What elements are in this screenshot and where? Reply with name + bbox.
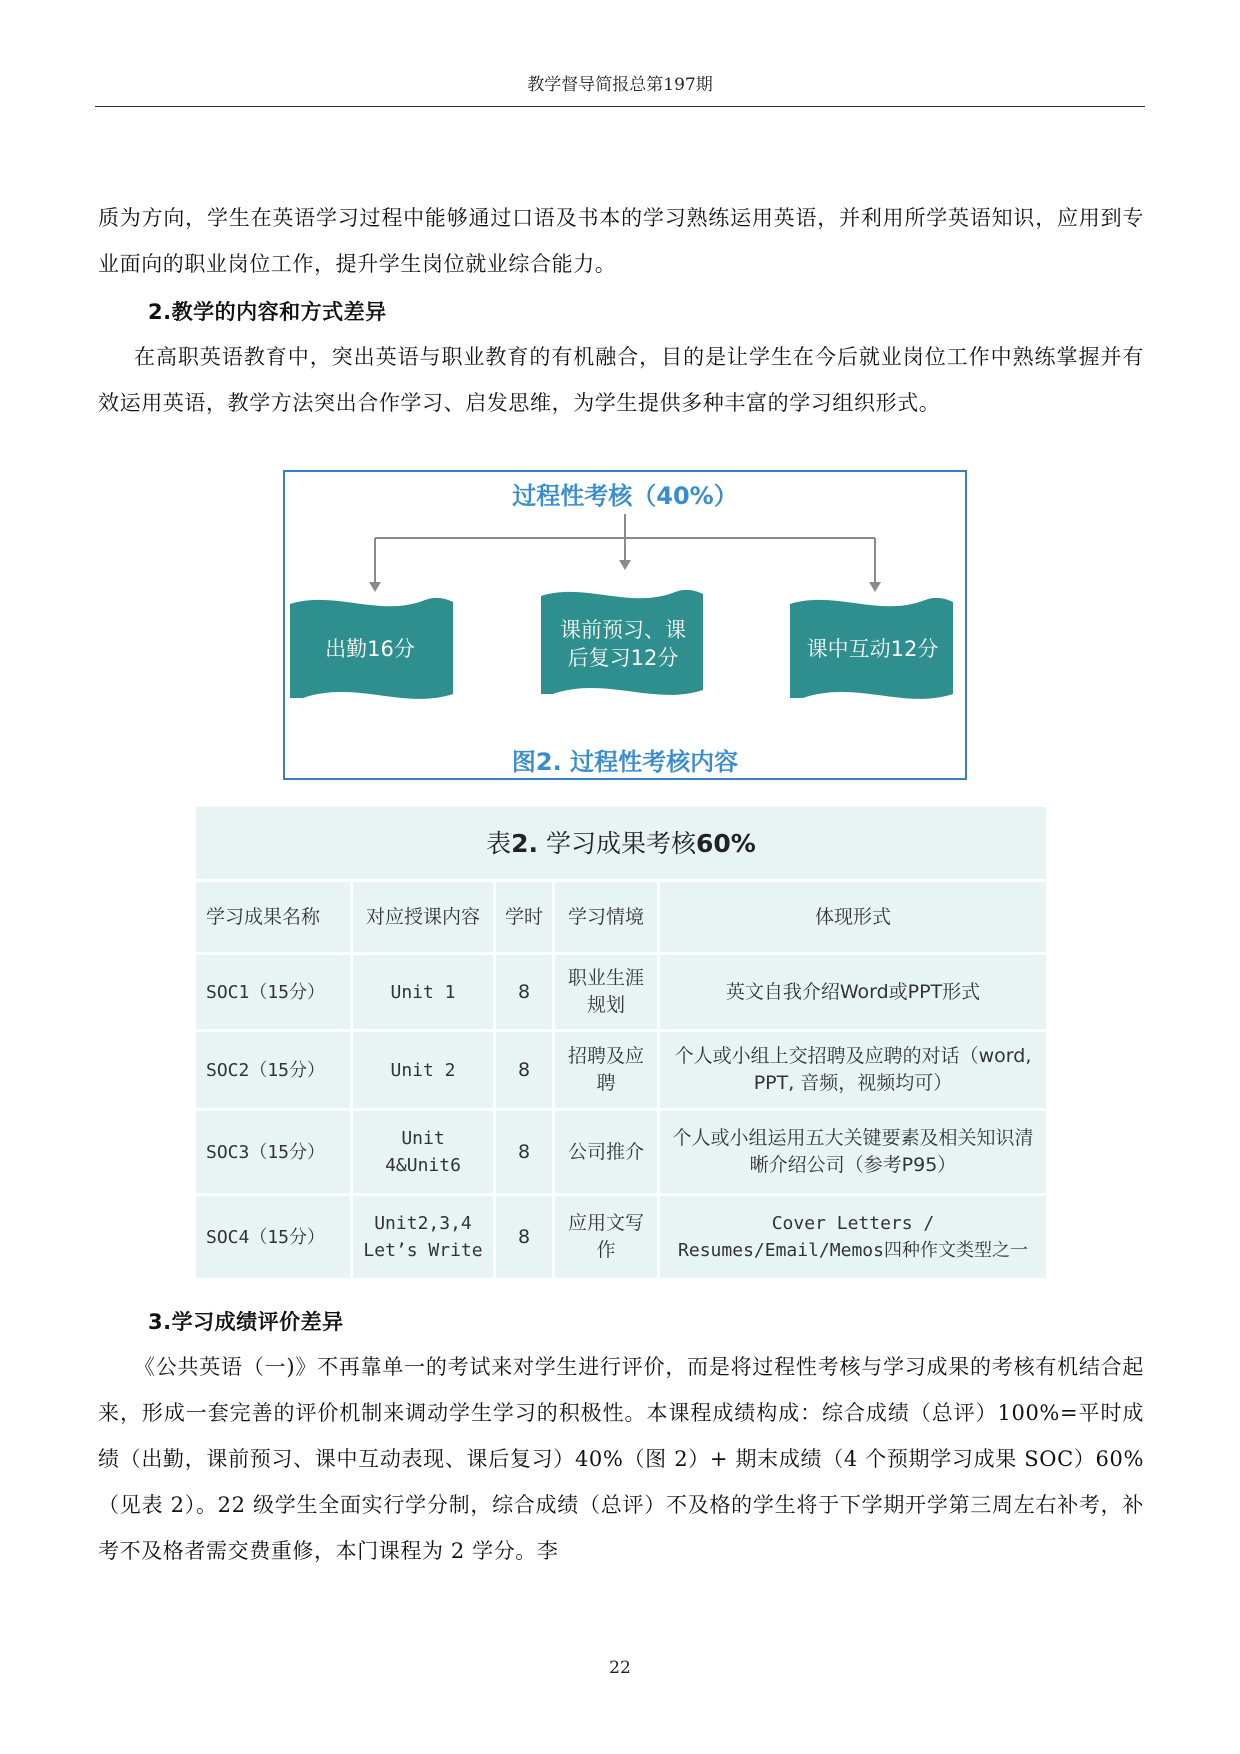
- arrow-middle: [619, 560, 631, 570]
- cell-form: 英文自我介绍Word或PPT形式: [660, 955, 1046, 1029]
- column-header-hours: 学时: [496, 882, 552, 952]
- paragraph-evaluation: 《公共英语（一)》不再靠单一的考试来对学生进行评价，而是将过程性考核与学习成果的考核有机结合起来，形成一套完善的评价机制来调动学生学习的积极性。本课程成绩构成：综合成绩（总评）100%=平时成绩（出勤，课前预习、课中互动表现、课后复习）40%（图 2）+ 期末成绩（4 个预期学习成果 SOC）60% （见表 2）。22 级学生全面实行学分制，综合成绩（总评）不及格的学生将于下学期开学第三周左右补考，补考不及格者需交费重修，本门课程为 2 学分。李: [98, 1355, 1144, 1563]
- cell-name: SOC4（15分）: [196, 1196, 350, 1278]
- cell-content: Unit 1: [353, 955, 493, 1029]
- cell-name: SOC3（15分）: [196, 1111, 350, 1193]
- card-review-line1: 课前预习、课: [560, 618, 686, 642]
- cell-context: 职业生涯规划: [555, 955, 657, 1029]
- figure-caption: 图2. 过程性考核内容: [511, 748, 739, 776]
- table-header-row: [196, 882, 1046, 952]
- soc-table-container: [196, 804, 1046, 1281]
- cell-name: SOC1（15分）: [196, 955, 350, 1029]
- table-title-text: 学习成果考核: [538, 828, 697, 858]
- column-header-name: 学习成果名称: [196, 882, 350, 952]
- cell-hours: 8: [496, 955, 552, 1029]
- section-heading-2: 2.教学的内容和方式差异: [148, 300, 387, 324]
- page-number: 22: [609, 1658, 631, 1678]
- table-row: [196, 1196, 1046, 1278]
- section-heading-3: 3.学习成绩评价差异: [148, 1310, 344, 1334]
- column-header-context: 学习情境: [555, 882, 657, 952]
- table-row: [196, 1032, 1046, 1108]
- cell-content-line2: Let’s Write: [363, 1240, 483, 1261]
- table-title-percent: 60%: [696, 828, 756, 858]
- cell-hours: 8: [496, 1032, 552, 1108]
- paragraph-intro: 质为方向，学生在英语学习过程中能够通过口语及书本的学习熟练运用英语，并利用所学英语知识，应用到专业面向的职业岗位工作，提升学生岗位就业综合能力。: [98, 206, 1144, 276]
- cell-hours: 8: [496, 1111, 552, 1193]
- paragraph-teaching: 在高职英语教育中，突出英语与职业教育的有机融合，目的是让学生在今后就业岗位工作中熟练掌握并有效运用英语，教学方法突出合作学习、启发思维，为学生提供多种丰富的学习组织形式。: [98, 345, 1144, 415]
- cell-content-line1: Unit2,3,4: [374, 1213, 472, 1234]
- cell-content: Unit 4&Unit6: [353, 1111, 493, 1193]
- arrow-left: [369, 582, 381, 592]
- column-header-content: 对应授课内容: [353, 882, 493, 952]
- card-review-label: [543, 616, 703, 672]
- cell-hours: 8: [496, 1196, 552, 1278]
- arrow-right: [869, 582, 881, 592]
- header-rule: [95, 106, 1145, 107]
- cell-name: SOC2（15分）: [196, 1032, 350, 1108]
- table-row: [196, 1111, 1046, 1193]
- column-header-form: 体现形式: [660, 882, 1046, 952]
- cell-content: [353, 1196, 493, 1278]
- card-review-line2: 后复习12分: [567, 646, 679, 670]
- soc-table: [193, 804, 1049, 1281]
- cell-context: 公司推介: [555, 1111, 657, 1193]
- table-title: [196, 807, 1046, 879]
- cell-content: Unit 2: [353, 1032, 493, 1108]
- table-title-number: 2.: [511, 828, 539, 858]
- table-row: [196, 955, 1046, 1029]
- figure-process-assessment: [283, 470, 967, 780]
- cell-form: 个人或小组上交招聘及应聘的对话（word, PPT, 音频，视频均可）: [660, 1032, 1046, 1108]
- table-title-prefix: 表: [486, 828, 512, 858]
- cell-form: 个人或小组运用五大关键要素及相关知识清晰介绍公司（参考P95）: [660, 1111, 1046, 1193]
- card-interaction-label: 课中互动12分: [806, 637, 939, 661]
- card-attendance-label: 出勤16分: [325, 637, 415, 661]
- cell-form: Cover Letters / Resumes/Email/Memos四种作文类型之一: [660, 1196, 1046, 1278]
- cell-context: 招聘及应聘: [555, 1032, 657, 1108]
- cell-context: 应用文写作: [555, 1196, 657, 1278]
- figure-title: 过程性考核（40%）: [512, 482, 738, 510]
- page-header: 教学督导简报总第197期: [527, 75, 713, 95]
